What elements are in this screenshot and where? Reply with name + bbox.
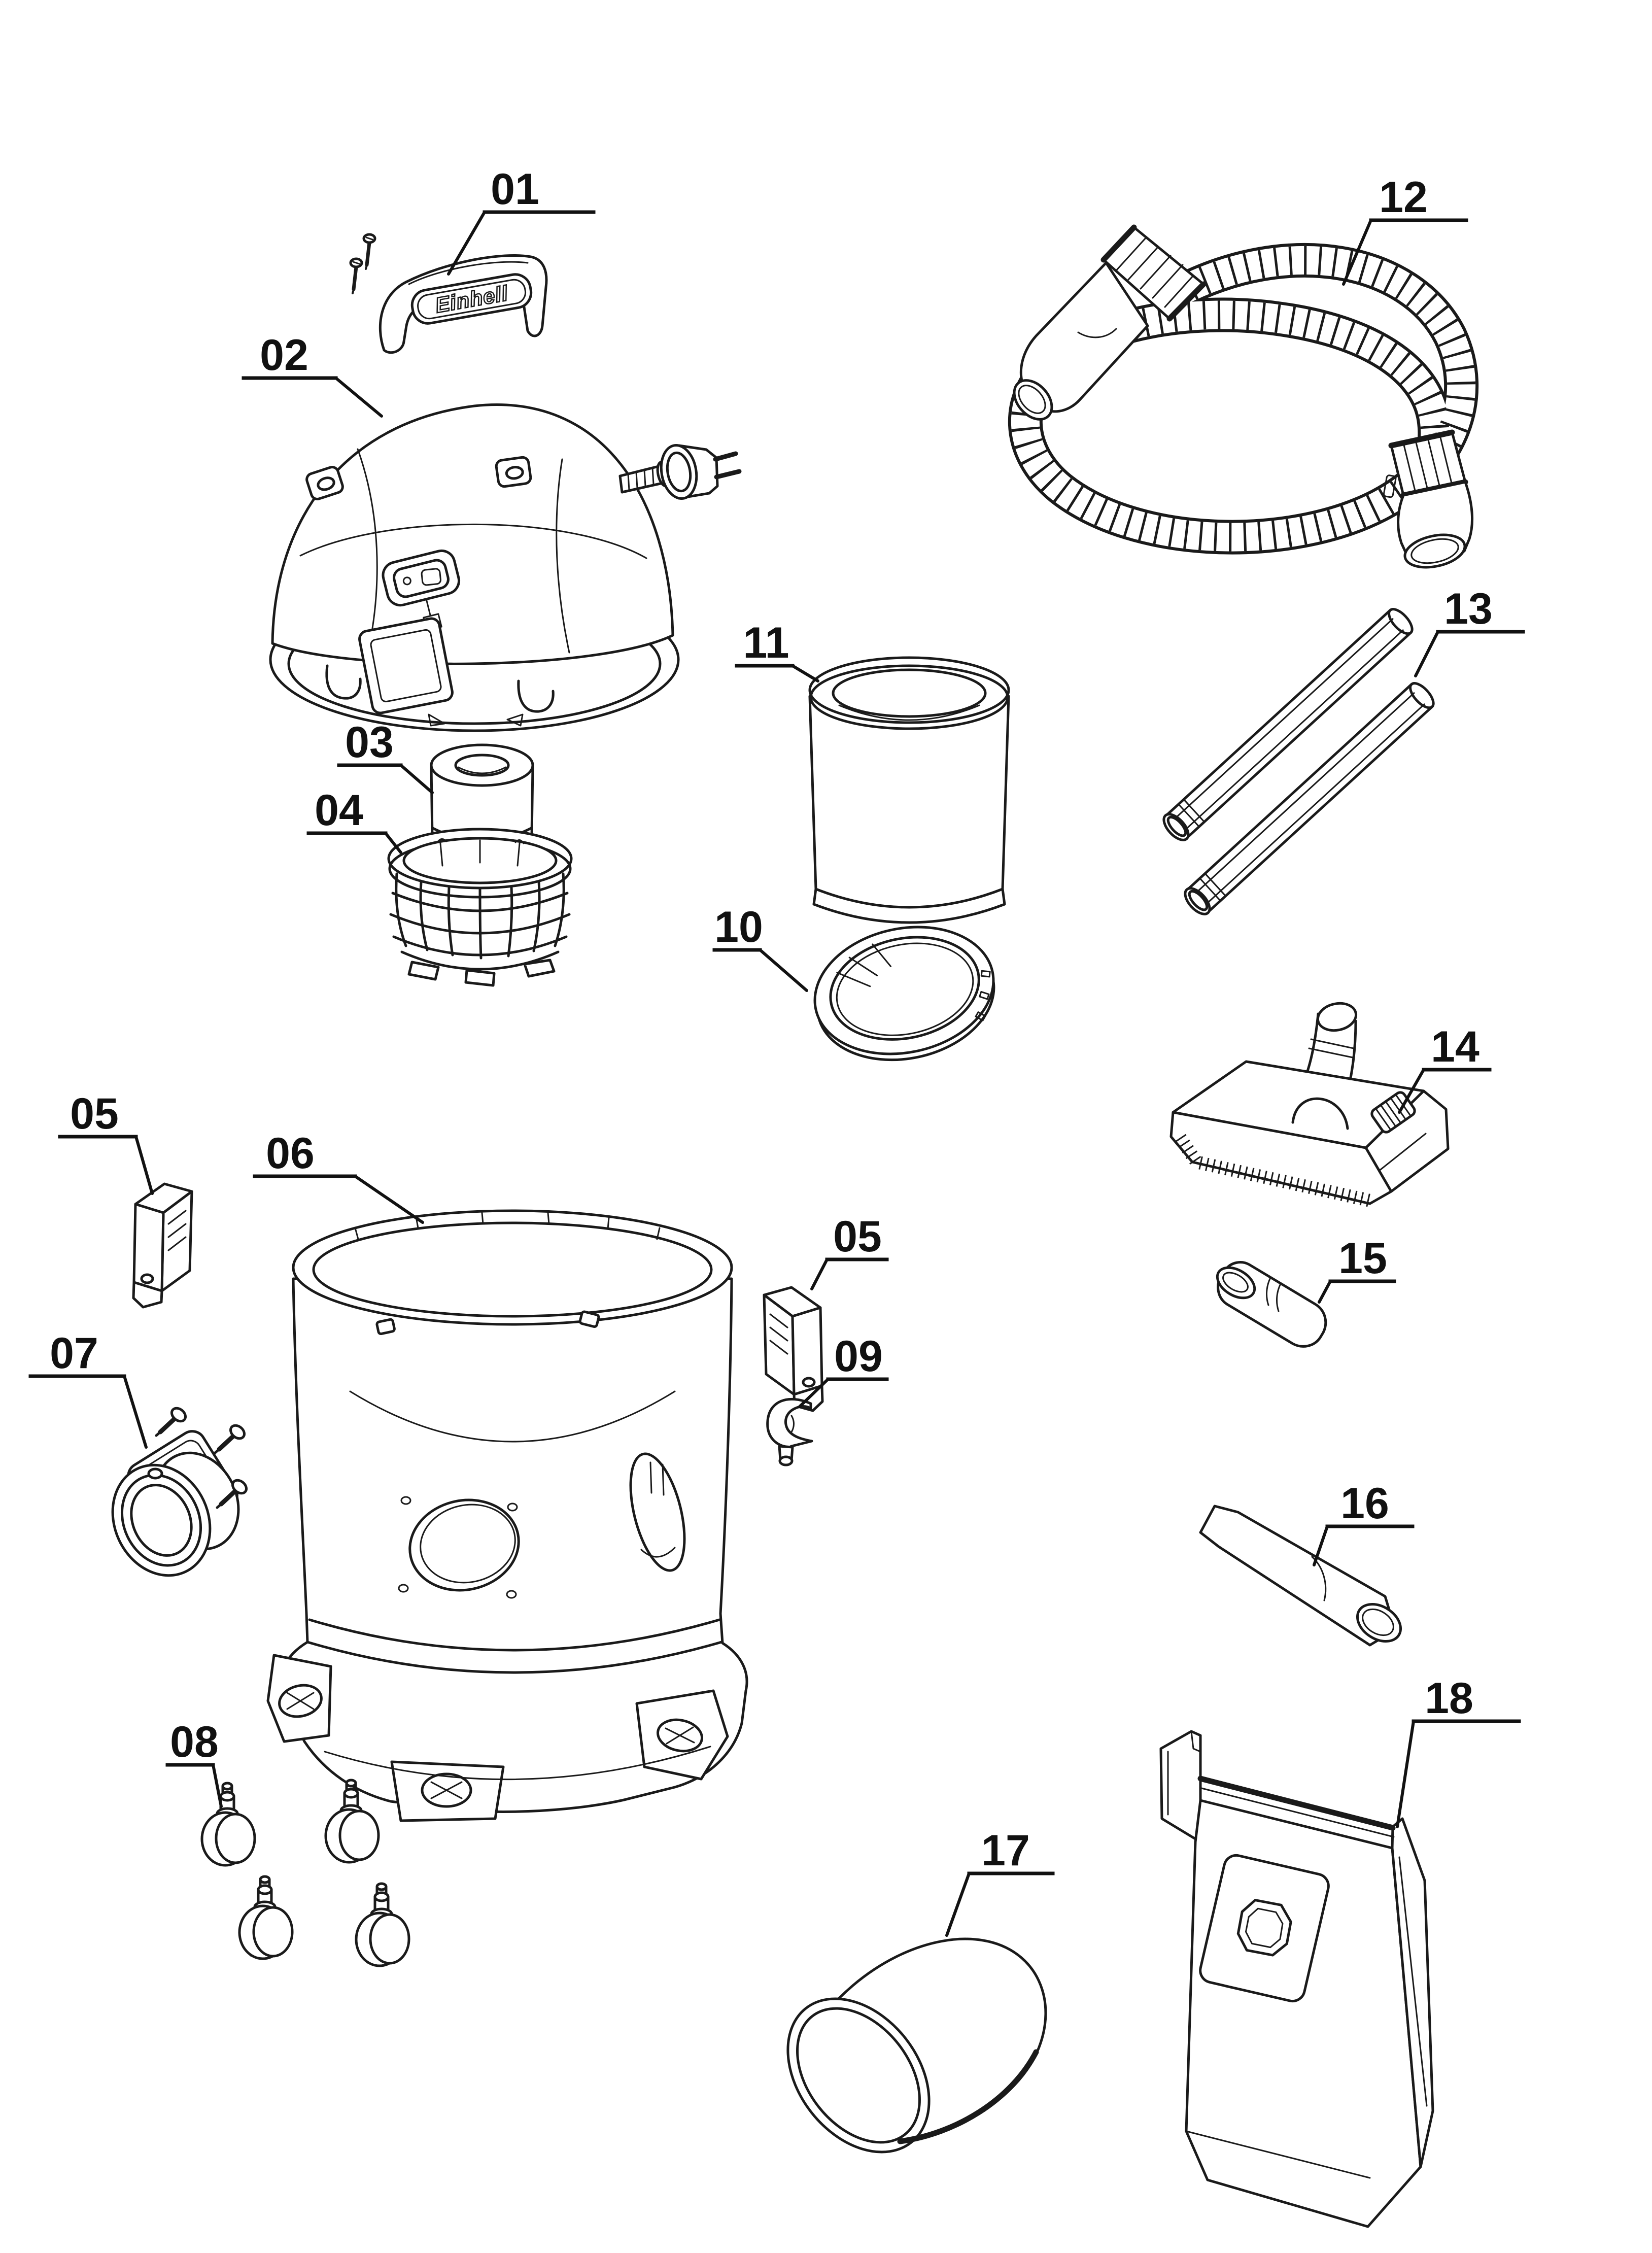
- callout-07-label: 07: [50, 1329, 98, 1378]
- part-01-screws: [351, 234, 375, 293]
- callout-15-leader: [1319, 1281, 1330, 1302]
- part-04-filter-basket: [389, 829, 571, 985]
- callout-05-right: [812, 1212, 887, 1289]
- callout-11-leader: [793, 666, 818, 681]
- callout-02-label: 02: [260, 331, 308, 380]
- callout-02-leader: [336, 378, 382, 416]
- callout-03-leader: [401, 765, 432, 793]
- callout-18: [1397, 1674, 1519, 1827]
- callout-14-label: 14: [1431, 1022, 1479, 1071]
- callout-12-label: 12: [1379, 173, 1428, 222]
- callout-08: [167, 1718, 221, 1806]
- callout-13: [1416, 585, 1523, 676]
- callout-10-leader: [760, 950, 807, 991]
- part-18-dust-bag: [1161, 1731, 1433, 2227]
- callout-06-leader: [355, 1176, 423, 1222]
- callout-16-label: 16: [1340, 1479, 1389, 1528]
- part-13-extension-tubes: [1159, 605, 1437, 918]
- callout-10: [714, 903, 807, 991]
- callout-18-leader: [1397, 1721, 1414, 1827]
- callout-16: [1314, 1479, 1413, 1565]
- part-11-filter-cartridge: [810, 658, 1009, 923]
- callout-11-label: 11: [743, 619, 789, 667]
- brand-logo-text: Einhell: [433, 281, 510, 318]
- callout-13-label: 13: [1444, 585, 1493, 633]
- callout-08-label: 08: [170, 1718, 219, 1766]
- callout-13-leader: [1416, 632, 1438, 676]
- callout-07-leader: [124, 1376, 146, 1447]
- callout-08-leader: [213, 1765, 221, 1806]
- callout-01-label: 01: [491, 165, 539, 214]
- part-01-handle: [351, 234, 546, 353]
- callout-15: [1319, 1234, 1394, 1302]
- castor-3: [239, 1876, 292, 1959]
- callout-05-left-leader: [136, 1137, 152, 1193]
- callout-06: [255, 1129, 423, 1222]
- callout-06-label: 06: [266, 1129, 315, 1178]
- callout-05-right-label: 05: [833, 1212, 882, 1261]
- callout-11: [737, 619, 818, 681]
- callout-17: [947, 1826, 1053, 1935]
- part-12-suction-hose: [1007, 227, 1472, 572]
- callout-18-label: 18: [1425, 1674, 1473, 1723]
- callout-17-label: 17: [981, 1826, 1030, 1875]
- callout-04: [308, 786, 401, 852]
- part-10-retaining-ring: [803, 911, 1007, 1076]
- callout-05-left-label: 05: [70, 1089, 119, 1138]
- callout-03-label: 03: [345, 718, 394, 767]
- callout-05-left: [60, 1089, 152, 1193]
- callout-04-label: 04: [315, 786, 363, 835]
- castor-4: [356, 1884, 409, 1966]
- castor-1: [202, 1783, 255, 1865]
- part-02-motor-head: [270, 405, 739, 731]
- part-07-inlet-connector: [95, 1406, 254, 1591]
- callout-17-leader: [947, 1873, 969, 1935]
- part-08-castors: [202, 1780, 409, 1966]
- part-17-foam-sleeve: [759, 1939, 1046, 2179]
- callout-15-label: 15: [1338, 1234, 1387, 1283]
- part-15-adapter-sleeve: [1212, 1261, 1326, 1346]
- callout-10-label: 10: [714, 903, 763, 951]
- part-05-clip-left: [133, 1184, 192, 1307]
- callout-09-label: 09: [834, 1332, 883, 1381]
- callout-07: [30, 1329, 146, 1447]
- part-06-container: [268, 1211, 747, 1821]
- callout-02: [244, 331, 382, 416]
- callout-05-right-leader: [812, 1259, 827, 1289]
